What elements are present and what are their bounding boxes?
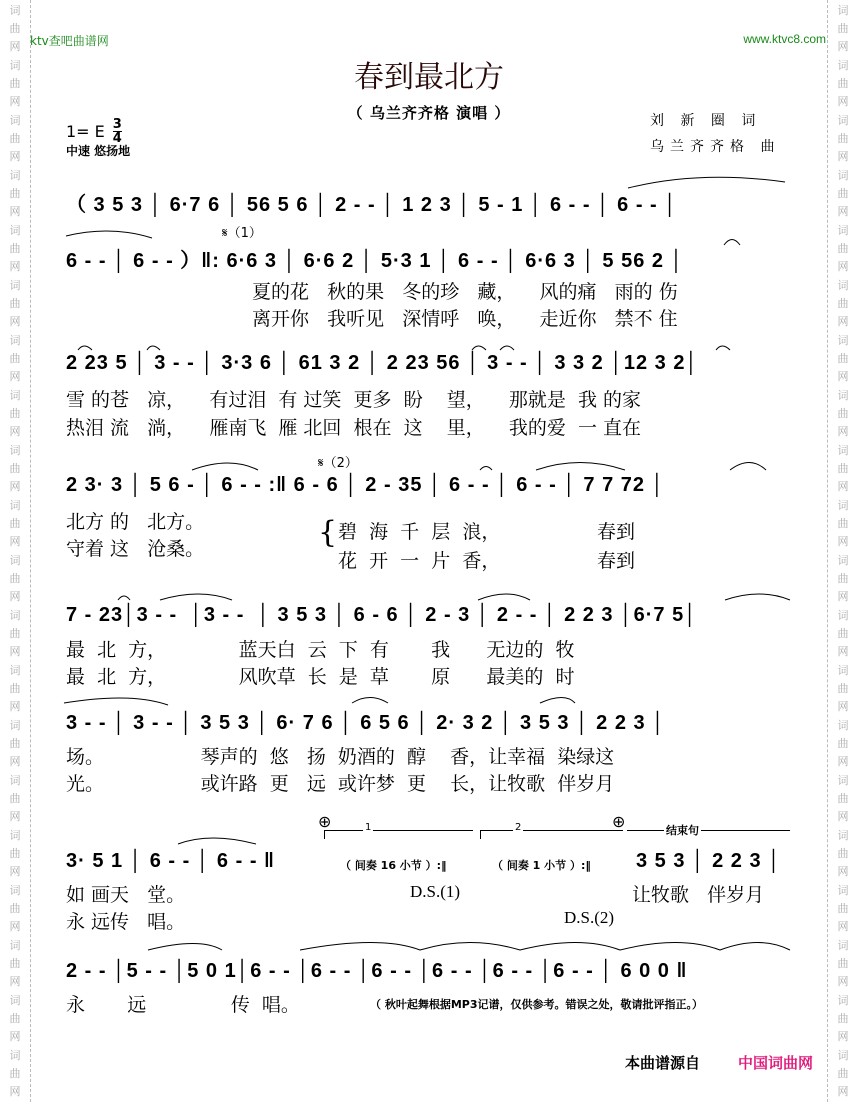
coda-icon-1: ⊕ bbox=[318, 812, 332, 831]
score-line-7-lyric-2: 永 远传 唱。 bbox=[66, 911, 186, 933]
watermark-char: 网 bbox=[9, 700, 21, 713]
watermark-char: 词 bbox=[837, 994, 849, 1007]
watermark-char: 曲 bbox=[9, 242, 21, 255]
watermark-char: 曲 bbox=[9, 627, 21, 640]
watermark-char: 词 bbox=[837, 59, 849, 72]
watermark-char: 曲 bbox=[837, 957, 849, 970]
watermark-char: 曲 bbox=[837, 132, 849, 145]
ending-phrase-bracket: 结束句 bbox=[627, 830, 790, 831]
watermark-char: 曲 bbox=[837, 792, 849, 805]
time-signature: $\frac{3}{4}$ bbox=[112, 117, 122, 146]
watermark-char: 曲 bbox=[837, 517, 849, 530]
watermark-char: 曲 bbox=[837, 462, 849, 475]
watermark-char: 词 bbox=[9, 994, 21, 1007]
watermark-char: 网 bbox=[9, 40, 21, 53]
watermark-char: 网 bbox=[9, 865, 21, 878]
watermark-char: 网 bbox=[837, 95, 849, 108]
watermark-char: 曲 bbox=[837, 847, 849, 860]
watermark-char: 词 bbox=[9, 939, 21, 952]
watermark-char: 网 bbox=[9, 920, 21, 933]
watermark-char: 词 bbox=[9, 444, 21, 457]
watermark-char: 曲 bbox=[9, 462, 21, 475]
watermark-char: 网 bbox=[837, 315, 849, 328]
watermark-char: 曲 bbox=[837, 22, 849, 35]
watermark-char: 曲 bbox=[837, 297, 849, 310]
watermark-char: 曲 bbox=[837, 242, 849, 255]
watermark-char: 曲 bbox=[9, 572, 21, 585]
watermark-char: 词 bbox=[9, 1049, 21, 1062]
watermark-char: 网 bbox=[837, 370, 849, 383]
watermark-char: 词 bbox=[837, 499, 849, 512]
watermark-char: 曲 bbox=[9, 737, 21, 750]
watermark-char: 网 bbox=[837, 425, 849, 438]
ds-1-marker: D.S.(1) bbox=[410, 882, 461, 901]
watermark-char: 词 bbox=[9, 169, 21, 182]
watermark-char: 网 bbox=[9, 645, 21, 658]
watermark-char: 曲 bbox=[9, 902, 21, 915]
watermark-char: 网 bbox=[9, 260, 21, 273]
score-line-6-lyric-2: 光。 或许路 更 远 或许梦 更 长，让牧歌 伴岁月 bbox=[66, 773, 615, 795]
watermark-char: 曲 bbox=[9, 77, 21, 90]
watermark-char: 词 bbox=[9, 829, 21, 842]
interlude-1-bar: （ 间奏 1 小节 ）:‖ bbox=[492, 859, 591, 872]
volta-2-bracket: 2 bbox=[480, 830, 623, 839]
watermark-char: 曲 bbox=[9, 297, 21, 310]
score-line-7-end-lyric: 让牧歌 伴岁月 bbox=[632, 884, 765, 906]
watermark-char: 网 bbox=[9, 975, 21, 988]
watermark-char: 网 bbox=[9, 315, 21, 328]
watermark-char: 词 bbox=[9, 114, 21, 127]
watermark-char: 网 bbox=[837, 480, 849, 493]
score-line-5-lyric-2: 最 北 方， 风吹草 长 是 草 原 最美的 时 bbox=[66, 666, 575, 688]
watermark-char: 网 bbox=[837, 590, 849, 603]
score-line-6-lyric-1: 场。 琴声的 悠 扬 奶酒的 醇 香，让幸福 染绿这 bbox=[66, 746, 615, 768]
watermark-char: 词 bbox=[837, 939, 849, 952]
watermark-char: 曲 bbox=[9, 517, 21, 530]
volta-1-bracket: 1 bbox=[324, 830, 473, 839]
watermark-char: 词 bbox=[9, 4, 21, 17]
watermark-char: 词 bbox=[837, 114, 849, 127]
watermark-char: 网 bbox=[837, 1085, 849, 1098]
watermark-char: 曲 bbox=[837, 407, 849, 420]
tempo-marking: 中速 悠扬地 bbox=[66, 144, 131, 158]
watermark-char: 网 bbox=[837, 40, 849, 53]
watermark-char: 词 bbox=[9, 389, 21, 402]
source-site-link[interactable]: 中国词曲网 bbox=[738, 1054, 814, 1072]
watermark-char: 词 bbox=[837, 224, 849, 237]
watermark-char: 曲 bbox=[837, 902, 849, 915]
watermark-char: 曲 bbox=[9, 22, 21, 35]
watermark-char: 网 bbox=[837, 700, 849, 713]
watermark-char: 词 bbox=[837, 4, 849, 17]
watermark-strip-left bbox=[0, 0, 31, 1102]
segno-2-marker: 𝄋（2） bbox=[318, 456, 358, 471]
watermark-char: 曲 bbox=[9, 1067, 21, 1080]
watermark-char: 网 bbox=[837, 260, 849, 273]
score-line-3-lyric-2: 热泪 流 淌， 雁南飞 雁 北回 根在 这 里， 我的爱 一 直在 bbox=[66, 417, 642, 439]
watermark-char: 网 bbox=[837, 645, 849, 658]
watermark-char: 曲 bbox=[9, 132, 21, 145]
watermark-char: 曲 bbox=[9, 682, 21, 695]
lyric-brace: { bbox=[318, 515, 338, 550]
key-signature bbox=[66, 118, 122, 145]
score-line-8-lyric: 永 远 传 唱。 bbox=[66, 994, 300, 1016]
watermark-char: 网 bbox=[9, 1085, 21, 1098]
watermark-char: 网 bbox=[9, 590, 21, 603]
watermark-char: 曲 bbox=[9, 352, 21, 365]
watermark-char: 网 bbox=[9, 480, 21, 493]
score-line-3-notes: 2 23 5 │ 3 - - │ 3·3 6 │ 61 3 2 │ 2 23 56 │ 3 - - │ 3 3 2 │12 3 2│ bbox=[66, 352, 699, 374]
score-line-2-notes: 6 - - │ 6 - - ）‖: 6·6 3 │ 6·6 2 │ 5·3 1 │ 6 - - │ 6·6 3 │ 5 56 2 │ bbox=[66, 250, 685, 272]
score-line-4-lyric-b1: 碧 海 千 层 浪， 春到 bbox=[338, 521, 635, 543]
watermark-char: 词 bbox=[837, 554, 849, 567]
watermark-char: 词 bbox=[9, 774, 21, 787]
watermark-char: 曲 bbox=[9, 187, 21, 200]
lyricist-credit: 刘 新 圈 词 bbox=[650, 113, 762, 129]
watermark-char: 曲 bbox=[837, 572, 849, 585]
watermark-char: 词 bbox=[837, 609, 849, 622]
score-line-7-notes: 3· 5 1 │ 6 - - │ 6 - - ‖ bbox=[66, 850, 275, 872]
score-line-2-lyric-1: 夏的花 秋的果 冬的珍 藏， 风的痛 雨的 伤 bbox=[252, 281, 678, 303]
watermark-char: 网 bbox=[837, 205, 849, 218]
watermark-char: 词 bbox=[837, 279, 849, 292]
watermark-char: 曲 bbox=[837, 1067, 849, 1080]
watermark-char: 词 bbox=[9, 609, 21, 622]
watermark-char: 曲 bbox=[837, 352, 849, 365]
watermark-char: 曲 bbox=[837, 1012, 849, 1025]
score-line-7-lyric-1: 如 画天 堂。 bbox=[66, 884, 186, 906]
watermark-char: 网 bbox=[9, 370, 21, 383]
watermark-char: 网 bbox=[837, 150, 849, 163]
watermark-char: 词 bbox=[837, 1049, 849, 1062]
watermark-char: 网 bbox=[9, 810, 21, 823]
watermark-char: 曲 bbox=[9, 407, 21, 420]
watermark-char: 曲 bbox=[837, 737, 849, 750]
watermark-char: 词 bbox=[837, 829, 849, 842]
composer-credit: 乌兰齐齐格 曲 bbox=[650, 139, 781, 155]
watermark-char: 词 bbox=[9, 224, 21, 237]
watermark-char: 词 bbox=[837, 664, 849, 677]
watermark-char: 曲 bbox=[9, 847, 21, 860]
score-line-4-lyric-b2: 花 开 一 片 香， 春到 bbox=[338, 550, 635, 572]
watermark-char: 网 bbox=[9, 425, 21, 438]
score-line-4-lyric-1: 北方 的 北方。 bbox=[66, 511, 205, 533]
watermark-char: 曲 bbox=[9, 957, 21, 970]
site-url-right: www.ktvc8.com bbox=[743, 32, 826, 46]
watermark-char: 网 bbox=[9, 95, 21, 108]
watermark-char: 曲 bbox=[837, 187, 849, 200]
coda-icon-2: ⊕ bbox=[612, 812, 626, 831]
watermark-char: 网 bbox=[837, 755, 849, 768]
score-line-5-notes: 7 - 23│3 - - │3 - - │ 3 5 3 │ 6 - 6 │ 2 - 3 │ 2 - - │ 2 2 3 │6·7 5│ bbox=[66, 604, 698, 626]
score-line-6-notes: 3 - - │ 3 - - │ 3 5 3 │ 6· 7 6 │ 6 5 6 │ 2· 3 2 │ 3 5 3 │ 2 2 3 │ bbox=[66, 712, 666, 734]
source-label: 本曲谱源自 bbox=[625, 1054, 701, 1072]
score-line-1-notes: （ 3 5 3 │ 6·7 6 │ 56 5 6 │ 2 - - │ 1 2 3 │ 5 - 1 │ 6 - - │ 6 - - │ bbox=[66, 194, 678, 216]
watermark-char: 网 bbox=[837, 920, 849, 933]
watermark-char: 词 bbox=[837, 169, 849, 182]
watermark-char: 词 bbox=[9, 554, 21, 567]
transcriber-note: （ 秋叶起舞根据MP3记谱，仅供参考。错误之处，敬请批评指正。） bbox=[370, 998, 703, 1011]
watermark-char: 曲 bbox=[9, 792, 21, 805]
score-line-2-lyric-2: 离开你 我听见 深情呼 唤， 走近你 禁不 住 bbox=[252, 308, 678, 330]
watermark-char: 网 bbox=[837, 1030, 849, 1043]
watermark-char: 网 bbox=[9, 150, 21, 163]
watermark-char: 曲 bbox=[837, 77, 849, 90]
interlude-16-bars: （ 间奏 16 小节 ）:‖ bbox=[340, 859, 447, 872]
segno-1-marker: 𝄋（1） bbox=[222, 226, 262, 241]
watermark-char: 网 bbox=[9, 1030, 21, 1043]
watermark-char: 网 bbox=[9, 755, 21, 768]
watermark-char: 词 bbox=[9, 884, 21, 897]
watermark-char: 词 bbox=[837, 389, 849, 402]
song-title: 春到最北方 bbox=[354, 60, 504, 95]
watermark-char: 词 bbox=[9, 499, 21, 512]
watermark-char: 词 bbox=[837, 444, 849, 457]
score-line-4-lyric-2: 守着 这 沧桑。 bbox=[66, 538, 205, 560]
watermark-char: 词 bbox=[837, 719, 849, 732]
watermark-char: 网 bbox=[9, 205, 21, 218]
watermark-char: 曲 bbox=[9, 1012, 21, 1025]
watermark-char: 曲 bbox=[837, 682, 849, 695]
score-line-5-lyric-1: 最 北 方， 蓝天白 云 下 有 我 无边的 牧 bbox=[66, 639, 575, 661]
watermark-char: 词 bbox=[9, 279, 21, 292]
watermark-strip-right bbox=[827, 0, 858, 1102]
watermark-char: 网 bbox=[9, 535, 21, 548]
watermark-char: 词 bbox=[9, 664, 21, 677]
score-line-3-lyric-1: 雪 的苍 凉， 有过泪 有 过笑 更多 盼 望， 那就是 我 的家 bbox=[66, 389, 642, 411]
singer-line: （ 乌兰齐齐格 演唱 ） bbox=[347, 104, 511, 122]
score-line-8-notes: 2 - - │5 - - │5 0 1│6 - - │6 - - │6 - - │6 - - │6 - - │6 - - │ 6 0 0 ‖ bbox=[66, 960, 688, 982]
ds-2-marker: D.S.(2) bbox=[564, 908, 615, 927]
key-label: 1= E bbox=[66, 122, 105, 141]
site-label-left: ktv查吧曲谱网 bbox=[30, 34, 109, 48]
watermark-char: 网 bbox=[837, 975, 849, 988]
score-line-4-notes: 2 3· 3 │ 5 6 - │ 6 - - :‖ 6 - 6 │ 2 - 35 │ 6 - - │ 6 - - │ 7 7 72 │ bbox=[66, 474, 666, 496]
watermark-char: 词 bbox=[9, 334, 21, 347]
watermark-char: 网 bbox=[837, 865, 849, 878]
watermark-char: 词 bbox=[837, 884, 849, 897]
watermark-char: 词 bbox=[9, 719, 21, 732]
watermark-char: 曲 bbox=[837, 627, 849, 640]
watermark-char: 词 bbox=[837, 334, 849, 347]
watermark-char: 网 bbox=[837, 535, 849, 548]
score-line-7-end-notes: 3 5 3 │ 2 2 3 │ bbox=[636, 850, 782, 872]
watermark-char: 词 bbox=[837, 774, 849, 787]
watermark-char: 词 bbox=[9, 59, 21, 72]
watermark-char: 网 bbox=[837, 810, 849, 823]
